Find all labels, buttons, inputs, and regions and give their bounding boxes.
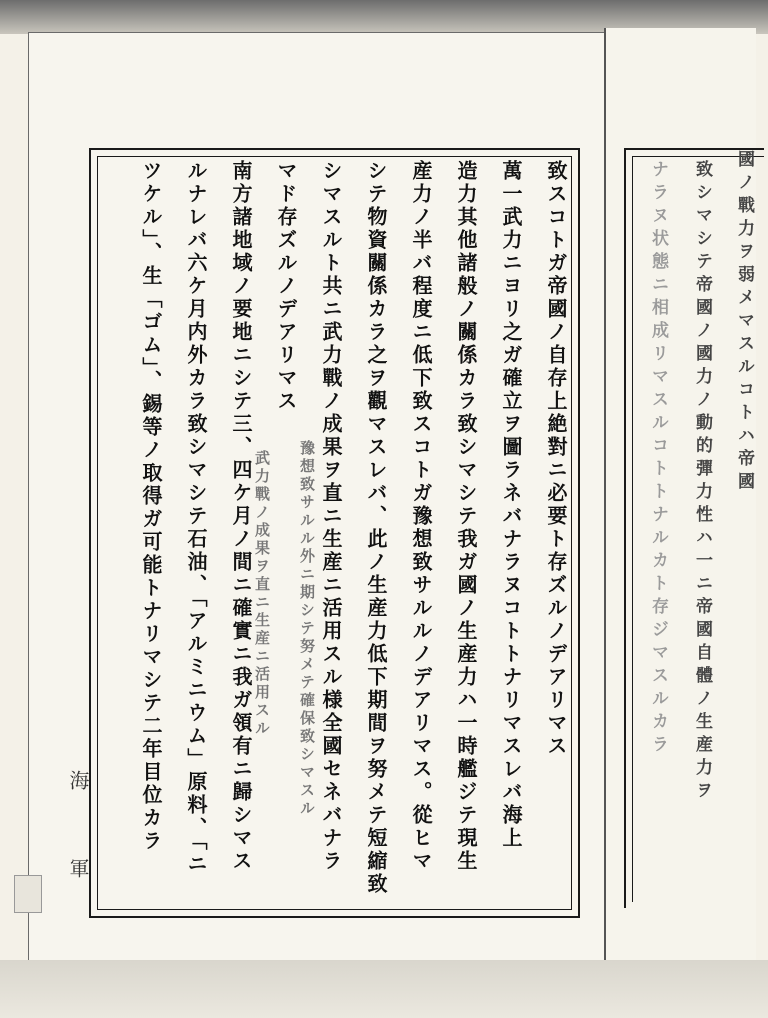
side-label-top: 海: [66, 770, 90, 790]
bleed-through-text: 豫想致サルル外ニ期シテ努メテ確保致シマスル: [298, 440, 316, 818]
right-page-column: 致シマシテ帝國ノ國力ノ動的彈力性ハ一ニ帝國自體ノ生産力ヲ: [692, 160, 712, 804]
bottom-edge: [0, 960, 768, 1018]
text-column: 萬一武力ニヨリ之ガ確立ヲ圖ラネバナラヌコトトナリマスレバ海上: [499, 160, 523, 850]
bleed-through-text: 武力戰ノ成果ヲ直ニ生産ニ活用スル: [253, 450, 271, 738]
right-page-column: 國ノ戰力ヲ弱メマスルコトハ帝國: [734, 150, 754, 495]
text-column: ルナレバ六ケ月内外カラ致シマシテ石油、「アルミニウム」原料、「ニ: [184, 160, 208, 876]
text-column: シテ物資關係カラ之ヲ觀マスレバ、此ノ生産力低下期間ヲ努メテ短縮致: [364, 160, 388, 896]
binding-tab: [14, 875, 42, 913]
right-page-column: ナラヌ状態ニ相成リマスルコトトナルカト存ジマスルカラ: [648, 160, 668, 758]
text-column: 南方諸地域ノ要地ニシテ三、四ケ月ノ間ニ確實ニ我ガ領有ニ歸シマス: [229, 160, 253, 873]
text-column: 致スコトガ帝國ノ自存上絶對ニ必要ト存ズルノデアリマス: [544, 160, 568, 758]
text-column: 産力ノ半バ程度ニ低下致スコトガ豫想致サルルノデアリマス。從ヒマ: [409, 160, 433, 873]
text-column: ツケル」、生「ゴム」、錫等ノ取得ガ可能トナリマシテ二年目位カラ: [139, 160, 163, 853]
text-column: マド存ズルノデアリマス: [274, 160, 298, 413]
side-label-bottom: 軍: [66, 858, 90, 878]
text-column: シマスルト共ニ武力戰ノ成果ヲ直ニ生産ニ活用スル様全國セネバナラ: [319, 160, 343, 873]
text-column: 造力其他諸般ノ關係カラ致シマシテ我ガ國ノ生産力ハ一時艦ジテ現生: [454, 160, 478, 873]
